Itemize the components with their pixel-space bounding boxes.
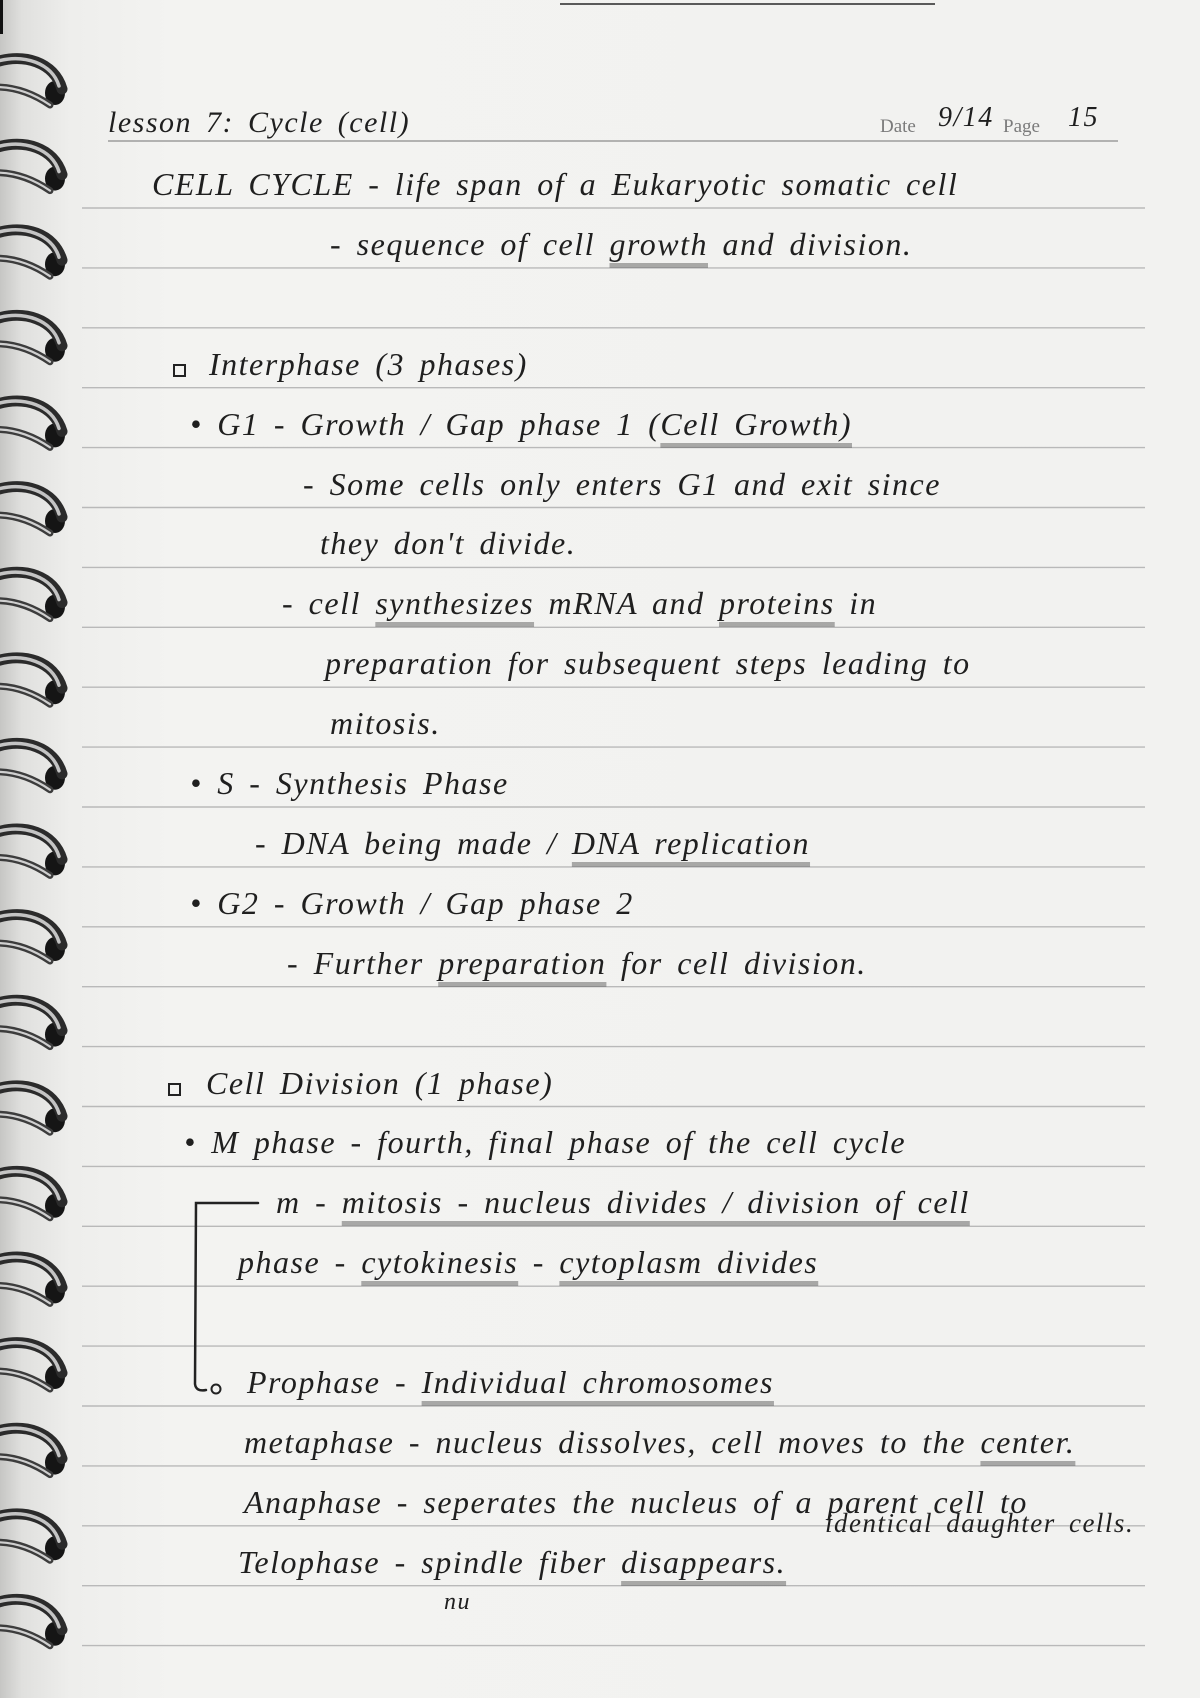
note-g2: • G2 - Growth / Gap phase 2 (190, 885, 634, 921)
note-prophase (247, 1366, 774, 1398)
spiral-ring-wire-back (0, 1114, 50, 1132)
note-highlight: cytokinesis (361, 1244, 519, 1280)
note-g1-detail-4: preparation for subsequent steps leading to (325, 645, 971, 681)
spiral-ring-wire-back (0, 1200, 50, 1218)
date-label: Date (880, 116, 916, 137)
spiral-ring (0, 829, 65, 875)
note-highlight: DNA replication (571, 825, 811, 861)
spiral-ring (0, 1343, 65, 1389)
note-cell-division-heading: Cell Division (1 phase) (206, 1065, 554, 1101)
spiral-ring (0, 1514, 65, 1560)
spiral-ring (0, 1000, 65, 1046)
page-label: Page (1003, 116, 1040, 137)
spiral-ring (0, 144, 65, 190)
spiral-ring (0, 315, 65, 361)
spiral-ring (0, 487, 65, 533)
note-anaphase: Anaphase - seperates the nucleus of a parent cell to (244, 1484, 1028, 1520)
spiral-ring-wire-back (0, 772, 50, 790)
spiral-ring-wire-back (0, 857, 50, 875)
note-text: - (518, 1244, 560, 1280)
spiral-ring-wire-back (0, 1285, 50, 1303)
note-anaphase-continued: identical daughter cells. (825, 1508, 1135, 1538)
date-value: 9/14 (938, 102, 994, 133)
note-text: Prophase - (247, 1364, 422, 1400)
note-text: mRNA and (534, 585, 720, 621)
spiral-ring (0, 1086, 65, 1132)
note-highlight: Individual chromosomes (421, 1364, 774, 1400)
spiral-ring (0, 1599, 65, 1645)
note-interphase-heading: Interphase (3 phases) (209, 346, 528, 382)
spiral-ring-wire-back (0, 1371, 50, 1389)
note-highlight: cytoplasm divides (559, 1244, 819, 1280)
spiral-ring-wire-back (0, 686, 50, 704)
note-text: - DNA being made / (255, 825, 572, 861)
spiral-ring-wire-back (0, 173, 50, 191)
note-text: in (834, 585, 878, 621)
note-s-phase: • S - Synthesis Phase (190, 765, 509, 801)
spiral-ring-wire-back (0, 515, 50, 533)
note-text: Telophase - spindle fiber (238, 1544, 622, 1580)
spiral-ring (0, 915, 65, 961)
spiral-ring (0, 572, 65, 618)
note-telophase (238, 1546, 786, 1578)
note-highlight: Cell Growth) (660, 406, 852, 442)
note-highlight: mitosis - nucleus divides / division of cell (341, 1184, 970, 1220)
bracket-arrow-tip (212, 1385, 221, 1394)
spiral-ring-wire-back (0, 601, 50, 619)
note-highlight: disappears. (621, 1544, 787, 1580)
note-text: m - (276, 1184, 342, 1220)
spiral-ring (0, 658, 65, 704)
note-highlight: proteins (719, 585, 835, 621)
note-highlight: preparation (438, 945, 607, 981)
note-highlight: synthesizes (375, 585, 535, 621)
note-g1-detail-2: they don't divide. (320, 525, 577, 561)
note-highlight: center. (980, 1424, 1076, 1460)
note-metaphase (244, 1426, 1075, 1458)
spiral-ring-wire-back (0, 87, 50, 105)
spiral-ring-wire-back (0, 258, 50, 276)
note-text: - sequence of cell (330, 226, 610, 262)
spiral-ring (0, 1428, 65, 1474)
spiral-ring-wire-back (0, 1457, 50, 1475)
spiral-ring (0, 1257, 65, 1303)
note-text: - Further (287, 945, 439, 981)
note-scribble: nu (444, 1589, 471, 1615)
spiral-ring-wire-back (0, 1542, 50, 1560)
spiral-ring (0, 230, 65, 276)
spiral-ring-wire-back (0, 344, 50, 362)
note-text: for cell division. (606, 945, 867, 981)
lesson-title: lesson 7: Cycle (cell) (108, 106, 411, 139)
spiral-binding (0, 0, 90, 1698)
spiral-ring-wire-back (0, 429, 50, 447)
bracket-stroke (195, 1203, 258, 1390)
note-text: - cell (282, 585, 376, 621)
note-text: metaphase - nucleus dissolves, cell moves to the (244, 1424, 981, 1460)
spiral-ring-wire-back (0, 1029, 50, 1047)
note-text: • G1 - Growth / Gap phase 1 ( (190, 406, 661, 442)
page-number: 15 (1068, 102, 1099, 133)
note-highlight: growth (609, 226, 708, 262)
note-text: and division. (708, 226, 913, 262)
spiral-ring-wire-back (0, 1628, 50, 1646)
spiral-ring (0, 59, 65, 105)
note-text: phase - (238, 1244, 362, 1280)
spiral-ring (0, 743, 65, 789)
note-g1-detail-5: mitosis. (330, 705, 441, 741)
note-g1-detail-1: - Some cells only enters G1 and exit since (303, 466, 941, 502)
spiral-ring (0, 1171, 65, 1217)
note-cell-cycle-definition: CELL CYCLE - life span of a Eukaryotic somatic cell (152, 166, 959, 202)
spiral-ring-wire-back (0, 943, 50, 961)
spiral-ring (0, 401, 65, 447)
note-m-phase: • M phase - fourth, final phase of the cell cycle (184, 1124, 907, 1160)
